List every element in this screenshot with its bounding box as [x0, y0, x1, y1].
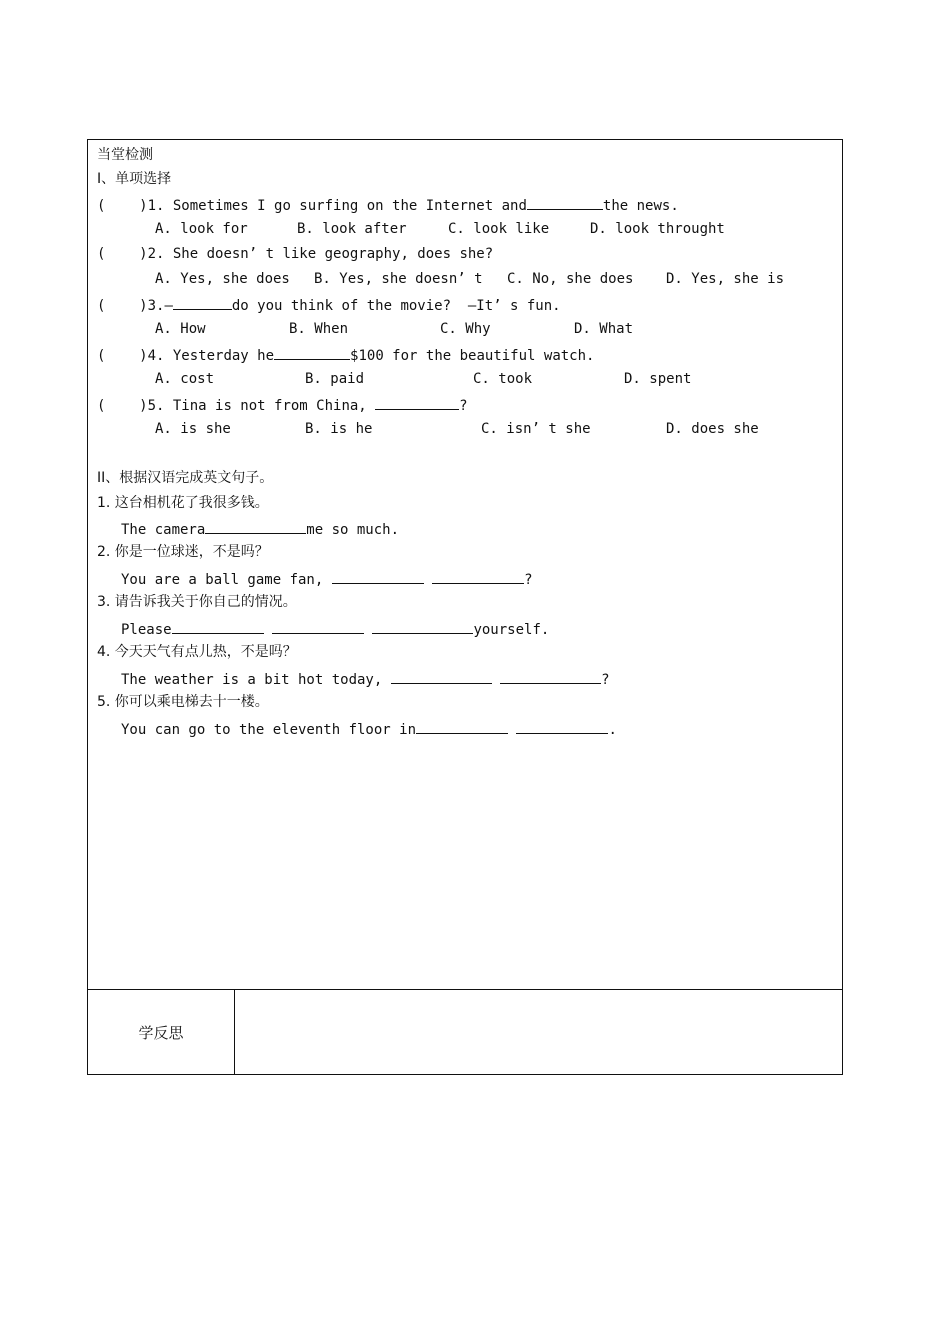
translation-sentence-4: The weather is a bit hot today, ? — [121, 669, 610, 689]
answer-blank[interactable] — [432, 569, 524, 584]
answer-blank[interactable] — [375, 395, 459, 410]
answer-blank[interactable] — [500, 669, 601, 684]
translation-sentence-5: You can go to the eleventh floor in . — [121, 719, 617, 739]
answer-blank[interactable] — [332, 569, 424, 584]
answer-blank[interactable] — [416, 719, 508, 734]
question-4: ( )4. Yesterday he $100 for the beautiful watch. — [97, 345, 594, 365]
options-2: A. Yes, she does B. Yes, she doesn’ t C. No, she does D. Yes, she is — [155, 271, 785, 287]
reflection-cell[interactable] — [235, 991, 842, 1074]
options-4: A. cost B. paid C. took D. spent — [155, 371, 692, 387]
answer-blank[interactable] — [173, 295, 232, 310]
worksheet-table — [87, 139, 843, 1075]
translation-prompt-1: 1. 这台相机花了我很多钱。 — [97, 495, 269, 511]
translation-prompt-2: 2. 你是一位球迷，不是吗？ — [97, 544, 269, 560]
answer-blank[interactable] — [391, 669, 492, 684]
options-3: A. How B. When C. Why D. What — [155, 321, 634, 337]
answer-blank[interactable] — [205, 519, 306, 534]
section-title: 当堂检测 — [97, 147, 153, 163]
options-1: A. look for B. look after C. look like D. look throught — [155, 221, 725, 237]
translation-prompt-5: 5. 你可以乘电梯去十一楼。 — [97, 694, 269, 710]
answer-blank[interactable] — [527, 195, 603, 210]
translation-prompt-3: 3. 请告诉我关于你自己的情况。 — [97, 594, 297, 610]
answer-blank[interactable] — [274, 345, 350, 360]
translation-sentence-1: The camera me so much. — [121, 519, 399, 539]
question-3: ( )3.— do you think of the movie? —It’ s fun. — [97, 295, 561, 315]
translation-sentence-2: You are a ball game fan, ? — [121, 569, 533, 589]
question-2: ( )2. She doesn’ t like geography, does she? — [97, 246, 494, 262]
part2-heading: II、根据汉语完成英文句子。 — [97, 470, 274, 486]
answer-blank[interactable] — [272, 619, 364, 634]
part1-heading: I、单项选择 — [97, 171, 172, 187]
question-1: ( )1. Sometimes I go surfing on the Internet and the news. — [97, 195, 679, 215]
reflection-label: 学反思 — [138, 1024, 184, 1042]
translation-sentence-3: Please yourself. — [121, 619, 549, 639]
answer-blank[interactable] — [516, 719, 608, 734]
answer-blank[interactable] — [172, 619, 264, 634]
translation-prompt-4: 4. 今天天气有点儿热，不是吗？ — [97, 644, 297, 660]
options-5: A. is she B. is he C. isn’ t she D. does she — [155, 421, 759, 437]
question-5: ( )5. Tina is not from China, ? — [97, 395, 468, 415]
answer-blank[interactable] — [372, 619, 473, 634]
